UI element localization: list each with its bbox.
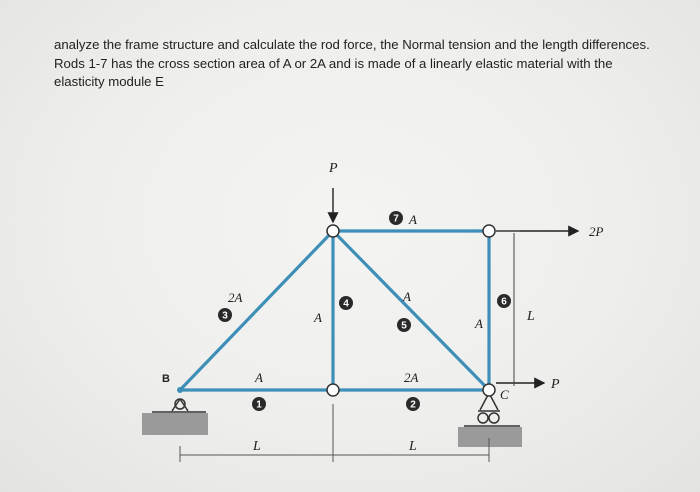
rod-5: [333, 231, 489, 390]
rod-5-badge: [397, 318, 411, 332]
rod-6-area: A: [475, 316, 483, 331]
rod-3-area: 2A: [228, 290, 243, 305]
rod-7-area: A: [409, 212, 417, 227]
dim-vertical-label: L: [527, 309, 535, 324]
node-bottom-mid: [327, 384, 339, 396]
dim-horizontal: [180, 404, 489, 462]
svg-text:7: 7: [393, 213, 399, 225]
svg-text:6: 6: [501, 296, 507, 308]
svg-text:1: 1: [256, 399, 262, 411]
roller-support-c: [478, 393, 500, 423]
node-top-right: [483, 225, 495, 237]
node-top-left: [327, 225, 339, 237]
rod-2-area: 2A: [404, 370, 419, 385]
rod-3: [180, 231, 333, 390]
node-c-label: C: [500, 387, 509, 402]
svg-text:5: 5: [401, 320, 407, 332]
pin-support-b: [172, 399, 188, 411]
rod-1-badge: [252, 397, 266, 411]
svg-text:2: 2: [410, 399, 416, 411]
node-c: [483, 384, 495, 396]
rod-4-area: A: [314, 310, 322, 325]
rod-6-badge: [497, 294, 511, 308]
dim-vertical: [495, 231, 520, 386]
load-right-label: 2P: [589, 224, 604, 239]
ground-right: [458, 427, 522, 447]
problem-statement: analyze the frame structure and calculate the rod force, the Normal tension and the length differences. Rods 1-7 has the cross section area of A or 2A and is made of a linearly elastic material with the elasticity module E: [54, 37, 650, 89]
rod-3-badge: [218, 308, 232, 322]
rod-4-badge: [339, 296, 353, 310]
load-top-label: P: [329, 161, 338, 176]
rod-7-badge: [389, 211, 403, 225]
rod-2-badge: [406, 397, 420, 411]
dim-left-label: L: [253, 439, 261, 454]
node-b: [177, 387, 183, 393]
ground-left: [142, 413, 208, 435]
dim-right-label: L: [409, 439, 417, 454]
node-b-label: B: [162, 373, 170, 385]
svg-text:3: 3: [222, 310, 228, 322]
load-c-label: P: [551, 377, 560, 392]
svg-text:4: 4: [343, 298, 349, 310]
rod-5-area: A: [403, 289, 411, 304]
rod-1-area: A: [255, 370, 263, 385]
